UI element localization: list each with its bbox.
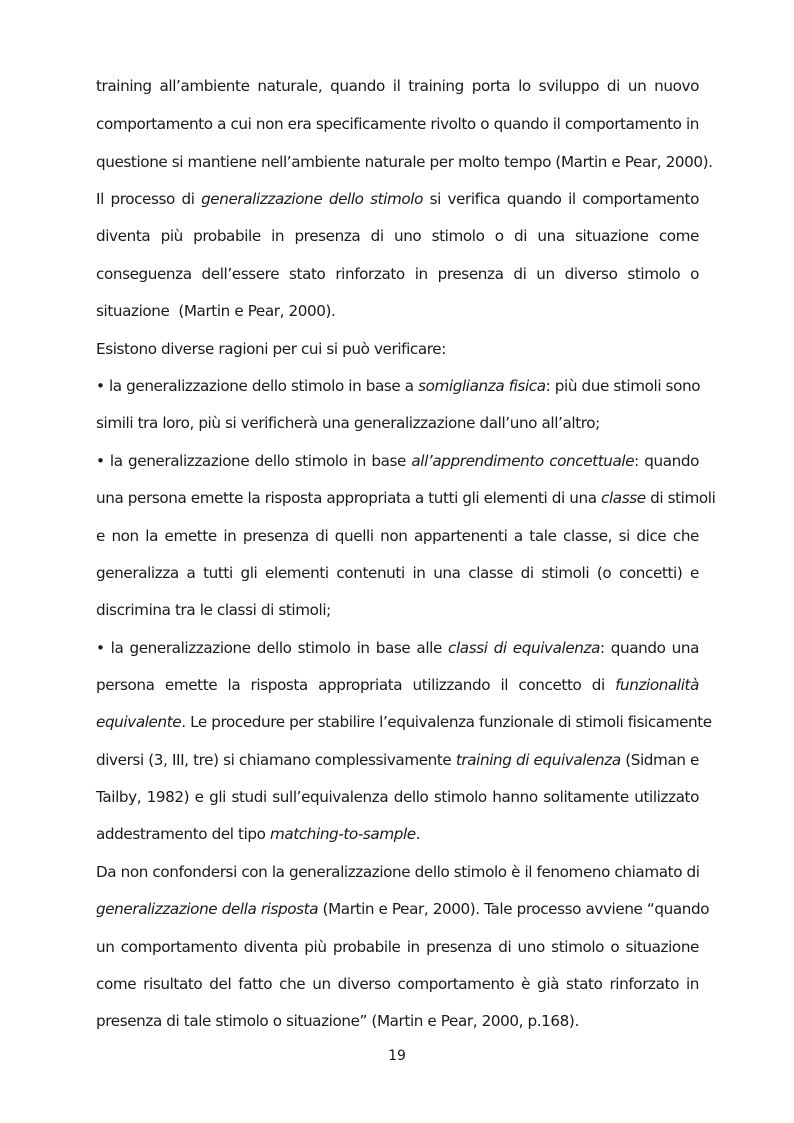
text-run: (Martin e Pear, 2000). Tale processo avviene “quando [318, 900, 710, 918]
text-run: • la generalizzazione dello stimolo in base a [96, 377, 419, 395]
text-run: (Sidman e [620, 751, 699, 769]
text-run: si verifica quando il comportamento [423, 190, 699, 208]
text-run: discrimina tra le classi di stimoli; [96, 601, 331, 619]
text-line [96, 114, 699, 134]
text-line [96, 76, 699, 96]
text-line [96, 824, 699, 844]
text-run: Tailby, 1982) e gli studi sull’equivalenza dello stimolo hanno solitamente utilizzato [96, 788, 699, 806]
text-line [96, 226, 699, 246]
page-number: 19 [388, 1048, 406, 1064]
text-run: • la generalizzazione dello stimolo in base [96, 452, 412, 470]
text-run: un comportamento diventa più probabile in presenza di uno stimolo o situazione [96, 938, 699, 956]
text-run: Esistono diverse ragioni per cui si può verificare: [96, 340, 446, 358]
text-line [96, 899, 710, 919]
text-line [96, 563, 699, 583]
text-run: simili tra loro, più si verificherà una generalizzazione dall’uno all’altro; [96, 414, 600, 432]
text-line [96, 937, 699, 957]
text-line [96, 189, 699, 209]
italic-term: funzionalità [615, 676, 699, 694]
text-run: una persona emette la risposta appropriata a tutti gli elementi di una [96, 489, 602, 507]
text-run: addestramento del tipo [96, 825, 270, 843]
text-run: e non la emette in presenza di quelli non appartenenti a tale classe, si dice che [96, 527, 699, 545]
text-line [96, 451, 699, 471]
text-run: diventa più probabile in presenza di uno stimolo o di una situazione come [96, 227, 699, 245]
text-line [96, 301, 699, 321]
text-run: questione si mantiene nell’ambiente naturale per molto tempo (Martin e Pear, 2000). [96, 153, 713, 171]
text-run: diversi (3, III, tre) si chiamano complessivamente [96, 751, 456, 769]
text-line [96, 1011, 699, 1031]
text-run: presenza di tale stimolo o situazione” (Martin e Pear, 2000, p.168). [96, 1012, 579, 1030]
text-line [96, 600, 699, 620]
text-run: generalizza a tutti gli elementi contenuti in una classe di stimoli (o concetti) e [96, 564, 699, 582]
text-line [96, 376, 699, 396]
text-line [96, 675, 699, 695]
text-run: conseguenza dell’essere stato rinforzato in presenza di un diverso stimolo o [96, 265, 699, 283]
text-run: . Le procedure per stabilire l’equivalenza funzionale di stimoli fisicamente [181, 713, 712, 731]
text-run: situazione (Martin e Pear, 2000). [96, 302, 336, 320]
text-line [96, 264, 699, 284]
italic-term: all’apprendimento concettuale [411, 452, 635, 470]
italic-term: classe [601, 489, 646, 507]
text-run: : quando [634, 452, 699, 470]
text-run: . [415, 825, 421, 843]
text-run: • la generalizzazione dello stimolo in base alle [96, 639, 449, 657]
text-run: : quando una [600, 639, 699, 657]
text-run: comportamento a cui non era specificamente rivolto o quando il comportamento in [96, 115, 699, 133]
text-run: Da non confondersi con la generalizzazione dello stimolo è il fenomeno chiamato di [96, 863, 700, 881]
text-line [96, 712, 712, 732]
italic-term: somiglianza fisica [418, 377, 546, 395]
italic-term: matching-to-sample [269, 825, 416, 843]
text-line [96, 413, 699, 433]
text-run: di stimoli [645, 489, 716, 507]
text-run: training all’ambiente naturale, quando il training porta lo sviluppo di un nuovo [96, 77, 699, 95]
italic-term: generalizzazione della risposta [96, 900, 319, 918]
text-line [96, 787, 699, 807]
italic-term: training di equivalenza [455, 751, 621, 769]
text-run: : più due stimoli sono [545, 377, 701, 395]
text-line [96, 339, 699, 359]
text-run: persona emette la risposta appropriata utilizzando il concetto di [96, 676, 616, 694]
text-line [96, 526, 699, 546]
text-line [96, 152, 713, 172]
italic-term: classi di equivalenza [448, 639, 600, 657]
italic-term: equivalente [96, 713, 182, 731]
text-line [96, 862, 699, 882]
text-line [96, 974, 699, 994]
text-run: come risultato del fatto che un diverso comportamento è già stato rinforzato in [96, 975, 699, 993]
italic-term: generalizzazione dello stimolo [201, 190, 424, 208]
text-line [96, 488, 716, 508]
text-line [96, 638, 699, 658]
text-line [96, 750, 699, 770]
text-run: Il processo di [96, 190, 202, 208]
